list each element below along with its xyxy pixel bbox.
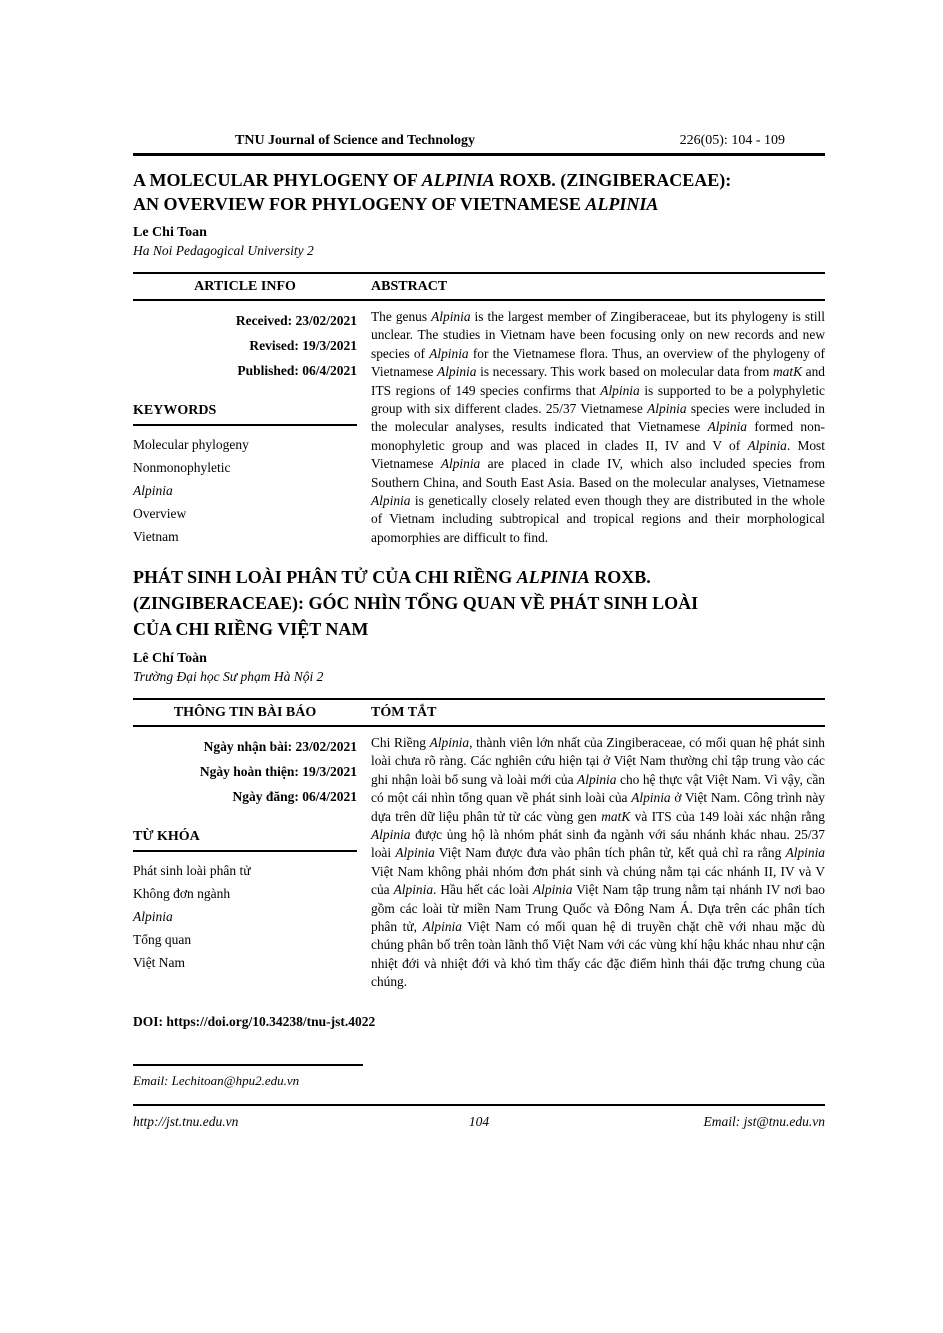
footnote-rule [133, 1064, 363, 1066]
footer-page-number: 104 [468, 1113, 490, 1129]
affiliation-vi: Trường Đại học Sư phạm Hà Nội 2 [133, 669, 324, 684]
title-line: CỦA CHI RIỀNG VIỆT NAM [133, 619, 369, 639]
keyword-item: Alpinia [133, 483, 173, 498]
keywords-heading-en: KEYWORDS [133, 403, 357, 426]
title-line: (ZINGIBERACEAE): GÓC NHÌN TỔNG QUAN VỀ PHÁT SINH LOÀI [133, 593, 699, 613]
keyword-item: Tổng quan [133, 932, 192, 947]
running-head [133, 132, 825, 149]
abstract-text-vi: Chi Riềng Alpinia, thành viên lớn nhất của Zingiberaceae, có mối quan hệ phát sinh loài chưa rõ ràng. Các nghiên cứu hiện tại ở Việt Nam thường chỉ tập trung vào các ghi nhận loài bổ sung và loài mới của Alpinia cho hệ thực vật Việt Nam. Vì vậy, cần có một cái nhìn tổng quan về phát sinh loài của Alpinia ở Việt Nam. Công trình này dựa trên dữ liệu phân tử từ các vùng gen matK và ITS của 149 loài xác nhận rằng Alpinia được ủng hộ là nhóm phát sinh đa ngành với sáu nhánh khác nhau. 25/37 loài Alpinia Việt Nam được đưa vào phân tích phân tử, kết quả chỉ ra rằng Alpinia Việt Nam không phải nhóm đơn phát sinh và chúng nằm tại các nhánh II, IV và V của Alpinia. Hầu hết các loài Alpinia Việt Nam tập trung nằm tại nhánh IV nơi bao gồm các loài từ miền Nam Trung Quốc và Đông Nam Á. Dựa trên các phân tích phân tử, Alpinia Việt Nam có mối quan hệ di truyền chặt chẽ với nhau mặc dù chúng phân bố trên toàn lãnh thổ Việt Nam với các vùng khí hậu khác nhau như cận nhiệt đới và nhiệt đới và khó tìm thấy các đặc điểm hình thái đặc trưng chung của chúng. [371, 735, 825, 990]
issue-pages: 226(05): 104 - 109 [679, 133, 785, 148]
revised-row-vi: Ngày hoàn thiện: 19/3/2021 [199, 764, 357, 779]
article-title-en [133, 168, 825, 216]
article-title-vi [133, 564, 825, 642]
info-table-header-en [133, 274, 825, 301]
corresponding-email: Email: Lechitoan@hpu2.edu.vn [133, 1072, 300, 1088]
abstract-heading-vi: TÓM TẮT [371, 705, 437, 720]
revised-row: Revised: 19/3/2021 [249, 338, 357, 353]
info-column-en [133, 308, 357, 548]
title-line: AN OVERVIEW FOR PHYLOGENY OF VIETNAMESE ALPINIA [133, 194, 659, 214]
published-row-vi: Ngày đăng: 06/4/2021 [232, 789, 357, 804]
received-row-vi: Ngày nhận bài: 23/02/2021 [203, 739, 357, 754]
title-line: A MOLECULAR PHYLOGENY OF ALPINIA ROXB. (ZINGIBERACEAE): [133, 170, 732, 190]
article-info-heading: ARTICLE INFO [194, 279, 296, 294]
author-en: Le Chi Toan [133, 225, 207, 240]
abstract-heading: ABSTRACT [371, 279, 448, 294]
keyword-item: Không đơn ngành [133, 886, 231, 901]
published-row: Published: 06/4/2021 [237, 363, 357, 378]
keyword-item: Overview [133, 506, 187, 521]
author-vi: Lê Chí Toàn [133, 651, 207, 666]
footer-site-url: http://jst.tnu.edu.vn [133, 1113, 239, 1129]
page-footer [133, 1104, 825, 1130]
keyword-item: Vietnam [133, 529, 179, 544]
keyword-item: Alpinia [133, 909, 173, 924]
info-column-vi [133, 734, 357, 992]
keywords-heading-vi: TỪ KHÓA [133, 829, 357, 852]
footer-email: Email: jst@tnu.edu.vn [703, 1113, 826, 1129]
keywords-list-en [133, 433, 357, 548]
keyword-item: Nonmonophyletic [133, 460, 231, 475]
doi-link[interactable]: DOI: https://doi.org/10.34238/tnu-jst.4022 [133, 1013, 376, 1029]
keyword-item: Molecular phylogeny [133, 437, 249, 452]
keyword-item: Việt Nam [133, 955, 186, 970]
abstract-text-en: The genus Alpinia is the largest member of Zingiberaceae, but its phylogeny is still unclear. The studies in Vietnam have been focusing only on new records and new species of Alpinia for the Vietnamese flora. Thus, an overview of the phylogeny of Vietnamese Alpinia is necessary. This work based on molecular data from matK and ITS regions of 149 species confirms that Alpinia is supported to be a polyphyletic group with six different clades. 25/37 Vietnamese Alpinia species were included in the molecular analyses, results indicated that Vietnamese Alpinia formed non-monophyletic group and was placed in clades II, IV and V of Alpinia. Most Vietnamese Alpinia are placed in clade IV, which also included species from Southern China, and South East Asia. Based on the molecular analyses, Vietnamese Alpinia is genetically closely related even though they are distributed in the whole of Vietnam including subtropical and tropical regions and their morphological apomorphies are difficult to find. [371, 309, 826, 545]
received-row: Received: 23/02/2021 [235, 313, 357, 328]
header-rule [133, 153, 825, 156]
title-line: PHÁT SINH LOÀI PHÂN TỬ CỦA CHI RIỀNG ALPINIA ROXB. [133, 567, 651, 587]
info-table-body-vi [133, 727, 825, 992]
keywords-list-vi [133, 859, 357, 974]
article-info-table-en [133, 272, 825, 548]
journal-name: TNU Journal of Science and Technology [235, 133, 475, 148]
keyword-item: Phát sinh loài phân tử [133, 863, 251, 878]
article-info-table-vi [133, 698, 825, 992]
article-info-heading-vi: THÔNG TIN BÀI BÁO [173, 705, 317, 720]
affiliation-en: Ha Noi Pedagogical University 2 [133, 243, 314, 258]
info-table-header-vi [133, 700, 825, 727]
info-table-body-en [133, 301, 825, 548]
